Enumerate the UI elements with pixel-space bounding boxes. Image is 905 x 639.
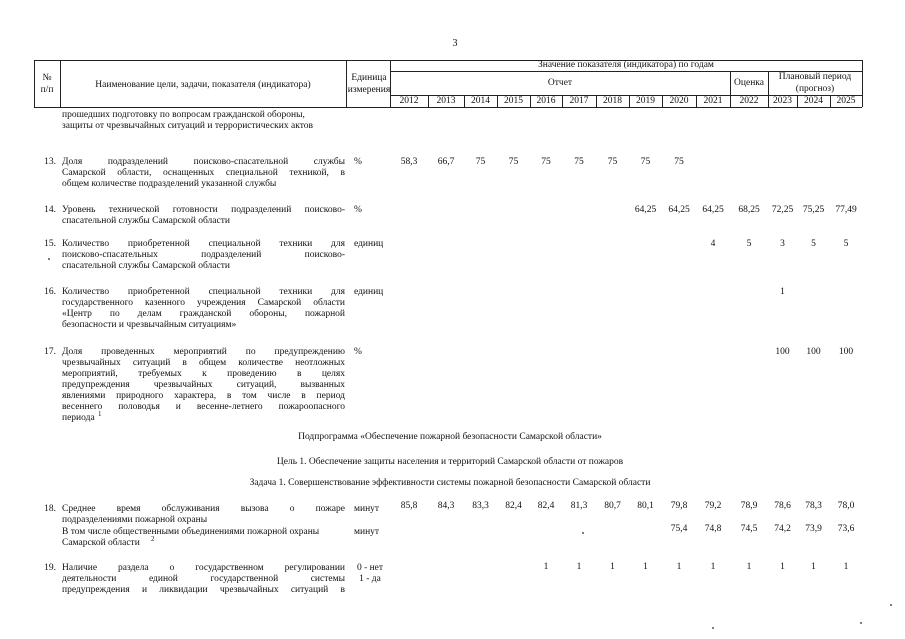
indicator-value: 1: [543, 562, 549, 572]
header-year: 2019: [636, 96, 655, 106]
indicator-value: 100: [838, 347, 854, 357]
indicator-value: 58,3: [400, 157, 418, 167]
indicator-name-line: Количество приобретенной специальной техники для: [62, 239, 345, 249]
indicator-value: 5: [746, 239, 752, 249]
indicator-name-line: общем количестве подразделений указанной службы: [62, 179, 277, 189]
indicator-value: 80,7: [604, 501, 621, 511]
indicator-value: 78,9: [740, 501, 758, 511]
unit: минут: [354, 527, 380, 537]
continuation-line: защиты от чрезвычайных ситуаций и террористических актов: [62, 121, 313, 131]
header-year: 2015: [504, 96, 523, 106]
indicator-value: 75,4: [670, 524, 688, 534]
indicator-value: 78,3: [805, 501, 822, 511]
indicator-name-line: весеннего половодья и весенне-летнего пожароопасного: [62, 402, 345, 412]
indicator-value: 64,25: [634, 205, 657, 215]
row-number: 13.: [44, 157, 56, 167]
indicator-value: 68,25: [738, 205, 760, 215]
indicator-name-line: В том числе общественными объединениями пожарной охраны: [62, 527, 320, 537]
indicator-value: 75: [508, 157, 519, 167]
task-title: Задача 1. Совершенствование эффективности системы пожарной безопасности Самарской области: [249, 478, 651, 488]
unit: %: [354, 205, 362, 215]
scan-speck: [48, 258, 50, 260]
indicator-name-line: Количество приобретенной специальной техники для: [62, 287, 345, 297]
indicator-name-line: Самарской области, оснащенных специальной техникой, в: [62, 168, 345, 178]
indicator-name-line: подразделениями пожарной охраны: [62, 515, 208, 525]
row-number: 16.: [44, 287, 56, 297]
indicator-value: 64,25: [702, 205, 724, 215]
indicator-value: 3: [780, 239, 785, 249]
header-plan: Плановый период (прогноз): [778, 72, 852, 94]
indicator-value: 83,3: [472, 501, 489, 511]
row-number: 19.: [44, 563, 56, 573]
indicator-value: 73,9: [805, 524, 822, 534]
indicator-value: 81,3: [570, 501, 588, 511]
unit: минут: [354, 504, 380, 514]
indicator-value: 84,3: [437, 501, 455, 511]
indicator-name-line: государственного казенного учреждения Самарской области: [62, 298, 345, 308]
unit: %: [354, 347, 362, 357]
scan-speck: [582, 532, 584, 534]
indicator-name-line: безопасности и чрезвычайным ситуациям»: [62, 320, 237, 330]
indicator-name-line: предупреждения и ликвидации чрезвычайных ситуаций в: [62, 585, 345, 595]
table-rule: [34, 107, 862, 108]
indicator-value: 75: [541, 157, 551, 167]
indicator-value: 1: [676, 562, 682, 572]
indicator-value: 100: [806, 347, 821, 357]
indicator-name-line: «Центр по делам гражданской обороны, пожарной: [62, 309, 345, 319]
continuation-line: прошедших подготовку по вопросам гражданской обороны,: [62, 110, 305, 120]
indicator-name-line: деятельности единой государственной системы: [62, 574, 345, 584]
row-number: 18.: [44, 504, 56, 514]
indicator-value: 75: [640, 157, 651, 167]
indicator-name-line: мероприятий, требуемых к проведению в целях: [62, 369, 345, 379]
header-values-title: Значение показателя (индикатора) по годам: [538, 60, 714, 70]
header-estimate: Оценка: [734, 78, 764, 88]
indicator-value: 77,49: [835, 205, 857, 215]
indicator-value: 4: [710, 239, 716, 249]
indicator-name-line: Самарской области: [62, 538, 140, 548]
indicator-value: 72,25: [771, 205, 794, 215]
indicator-value: 82,4: [505, 501, 522, 511]
header-year: 2018: [603, 96, 622, 106]
indicator-value: 78,0: [837, 501, 855, 511]
indicator-name-line: спасательной службы Самарской области: [62, 216, 230, 226]
indicator-value: 1: [643, 562, 648, 572]
header-year: 2016: [536, 96, 556, 106]
header-year: 2023: [773, 96, 792, 106]
footnote-marker: 1: [98, 410, 102, 418]
indicator-value: 1: [746, 562, 752, 572]
indicator-name-line: Уровень технической готовности подразделений поисково-: [62, 205, 345, 215]
indicator-value: 73,6: [837, 524, 855, 534]
unit: единиц: [354, 239, 384, 249]
footnote-marker: 2: [151, 535, 155, 543]
indicator-name-line: спасательной службы Самарской области: [62, 261, 230, 271]
indicator-value: 78,6: [774, 501, 791, 511]
header-report: Отчет: [547, 78, 573, 88]
indicator-name-line: Среднее время обслуживания вызова о пожаре: [62, 504, 345, 514]
header-year: 2025: [836, 96, 856, 106]
header-year: 2012: [399, 96, 419, 106]
indicator-value: 100: [775, 347, 790, 357]
indicator-value: 5: [843, 239, 849, 249]
row-number: 14.: [44, 205, 56, 215]
indicator-value: 74,2: [774, 524, 791, 534]
row-number: 17.: [44, 347, 56, 357]
table-rule: [862, 60, 863, 107]
indicator-name-line: периода: [62, 413, 95, 423]
header-year: 2022: [739, 96, 759, 106]
row-number: 15.: [44, 239, 56, 249]
unit: 0 - нет 1 - да: [356, 563, 384, 584]
indicator-value: 75: [574, 157, 584, 167]
page-number: 3: [452, 38, 458, 49]
indicator-value: 1: [710, 562, 716, 572]
indicator-value: 79,2: [704, 501, 722, 511]
indicator-name-line: Наличие раздела о государственном регулировании: [62, 563, 345, 573]
indicator-value: 1: [811, 562, 816, 572]
indicator-name-line: поисково-спасательных подразделений поисково-: [62, 250, 345, 260]
header-year: 2020: [669, 96, 689, 106]
header-name: Наименование цели, задачи, показателя (индикатора): [95, 80, 311, 90]
subprogram-title: Подпрограмма «Обеспечение пожарной безопасности Самарской области»: [298, 432, 602, 442]
header-year: 2021: [703, 96, 723, 106]
indicator-value: 80,1: [637, 501, 654, 511]
indicator-value: 66,7: [437, 157, 455, 167]
header-year: 2013: [436, 96, 456, 106]
indicator-value: 75: [607, 157, 618, 167]
indicator-value: 64,25: [668, 205, 690, 215]
unit: единиц: [354, 287, 384, 297]
indicator-value: 79,8: [670, 501, 688, 511]
indicator-value: 75: [674, 157, 684, 167]
indicator-value: 1: [843, 562, 849, 572]
indicator-value: 1: [576, 562, 582, 572]
header-unit: Единица измерения: [347, 73, 391, 95]
indicator-value: 5: [811, 239, 816, 249]
scan-speck: [890, 604, 892, 606]
scan-speck: [860, 622, 862, 624]
indicator-value: 75,25: [802, 205, 825, 215]
indicator-value: 85,8: [400, 501, 418, 511]
indicator-value: 1: [780, 562, 785, 572]
indicator-value: 75: [475, 157, 486, 167]
indicator-value: 82,4: [537, 501, 555, 511]
indicator-name-line: предупреждения чрезвычайных ситуаций, вызванных: [62, 380, 345, 390]
indicator-name-line: Доля проведенных мероприятий по предупреждению: [62, 347, 345, 357]
header-year: 2024: [804, 96, 823, 106]
unit: %: [354, 157, 362, 167]
indicator-name-line: явлениями природного характера, в том числе в период: [62, 391, 345, 401]
indicator-value: 1: [610, 562, 615, 572]
header-number: № п/п: [40, 73, 54, 95]
indicator-name-line: Доля подразделений поисково-спасательной службы: [62, 157, 345, 167]
indicator-name-line: чрезвычайных ситуаций в общем количестве неотложных: [62, 358, 345, 368]
header-year: 2017: [569, 96, 589, 106]
indicator-value: 74,8: [704, 524, 722, 534]
scan-speck: [712, 627, 714, 629]
header-year: 2014: [471, 96, 490, 106]
indicator-value: 74,5: [740, 524, 758, 534]
indicator-value: 1: [780, 287, 785, 297]
goal-title: Цель 1. Обеспечение защиты населения и территорий Самарской области от пожаров: [276, 457, 624, 467]
